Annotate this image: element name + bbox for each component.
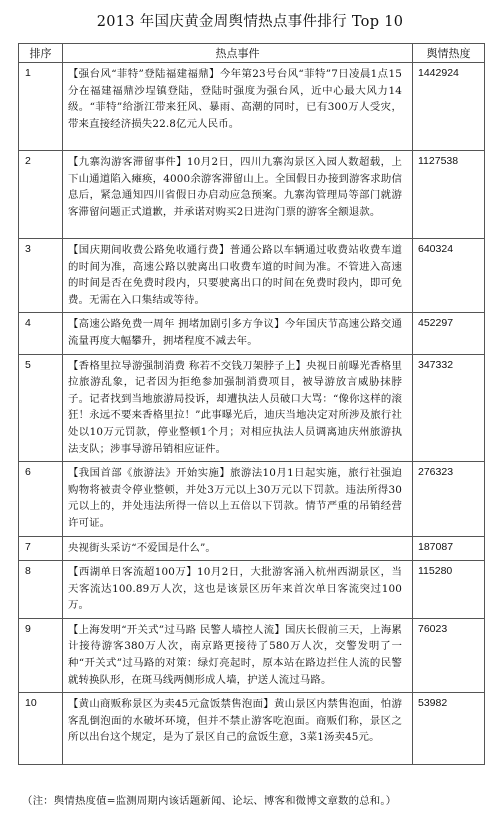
rank-cell: 5	[19, 354, 63, 462]
event-cell: 【黄山商贩称景区为卖45元盒饭禁售泡面】黄山景区内禁售泡面，怕游客乱倒泡面的水破坏环境，但并不禁止游客吃泡面。商贩们称，景区之所以出台这个规定，是为了景区自己的盒饭生意，3菜1汤卖45元。	[63, 693, 413, 765]
heat-cell: 76023	[413, 618, 485, 692]
header-heat: 舆情热度	[413, 44, 485, 63]
table-row	[19, 561, 485, 619]
event-cell: 【香格里拉导游强制消费 称若不交钱刀架脖子上】央视日前曝光香格里拉旅游乱象，记者因为拒绝参加强制消费项目，被导游放言威胁抹脖子。记者找到当地旅游局投诉，却遭执法人员破口大骂：“像你这样的滚狂！永远不要来香格里拉！”此事曝光后，迪庆当地决定对所涉及旅行社处以10万元罚款，停业整顿1个月；对相应执法人员调离迪庆州旅游执法支队；涉事导游吊销相应证件。	[63, 354, 413, 462]
header-rank: 排序	[19, 44, 63, 63]
rank-cell: 2	[19, 151, 63, 239]
ranking-table	[18, 43, 485, 765]
table-row	[19, 313, 485, 354]
heat-cell: 1442924	[413, 63, 485, 151]
heat-cell: 53982	[413, 693, 485, 765]
rank-cell: 6	[19, 462, 63, 536]
event-cell: 【高速公路免费一周年 拥堵加剧引多方争议】今年国庆节高速公路交通流量再度大幅攀升，拥堵程度不减去年。	[63, 313, 413, 354]
heat-cell: 347332	[413, 354, 485, 462]
table-row	[19, 462, 485, 536]
header-event: 热点事件	[63, 44, 413, 63]
event-cell: 【上海发明“开关式”过马路 民警人墙控人流】国庆长假前三天，上海累计接待游客380万人次，南京路更接待了580万人次，交警发明了一种“开关式”过马路的对策：绿灯亮起时，原本站在路边拦住人流的民警就转换队形，在斑马线两侧形成人墙，护送人流过马路。	[63, 618, 413, 692]
table-row	[19, 536, 485, 561]
event-cell: 【西湖单日客流超100万】10月2日，大批游客涌入杭州西湖景区，当天客流达100.89万人次，这也是该景区历年来首次单日客流突过100万。	[63, 561, 413, 619]
event-cell: 【我国首部《旅游法》开始实施】旅游法10月1日起实施，旅行社强迫购物将被责令停业整顿，并处3万元以上30万元以下罚款。违法所得30元以上的，并处违法所得一倍以上五倍以下罚款。情节严重的吊销经营许可证。	[63, 462, 413, 536]
footnote: （注：舆情热度值=监测周期内该话题新闻、论坛、博客和微博文章数的总和。）	[22, 795, 397, 807]
heat-cell: 1127538	[413, 151, 485, 239]
table-row	[19, 693, 485, 765]
event-cell: 【强台风“菲特”登陆福建福鼎】今年第23号台风“菲特”7日凌晨1点15分在福建福鼎沙埕镇登陆，登陆时强度为强台风，近中心最大风力14级。“菲特”给浙江带来狂风、暴雨、高潮的同时，已有300万人受灾，带来直接经济损失22.8亿元人民币。	[63, 63, 413, 151]
heat-cell: 640324	[413, 239, 485, 313]
rank-cell: 4	[19, 313, 63, 354]
rank-cell: 8	[19, 561, 63, 619]
heat-cell: 115280	[413, 561, 485, 619]
heat-cell: 276323	[413, 462, 485, 536]
table-row	[19, 354, 485, 462]
rank-cell: 7	[19, 536, 63, 561]
event-cell: 【国庆期间收费公路免收通行费】普通公路以车辆通过收费站收费车道的时间为准，高速公路以驶离出口收费车道的时间为准。不管进入高速的时间是否在免费时段内，只要驶离出口的时间在免费时段内，即可免费。无需在入口集结或等待。	[63, 239, 413, 313]
table-row	[19, 239, 485, 313]
rank-cell: 3	[19, 239, 63, 313]
heat-cell: 452297	[413, 313, 485, 354]
table-row	[19, 151, 485, 239]
table-row	[19, 618, 485, 692]
event-cell: 央视街头采访“不爱国是什么”。	[63, 536, 413, 561]
page-title: 2013 年国庆黄金周舆情热点事件排行 Top 10	[96, 14, 404, 30]
rank-cell: 9	[19, 618, 63, 692]
table-header-row	[19, 44, 485, 63]
rank-cell: 10	[19, 693, 63, 765]
event-cell: 【九寨沟游客滞留事件】10月2日，四川九寨沟景区入园人数超载，上下山通道陷入瘫痪，4000余游客滞留山上。全国假日办接到游客求助信息后，紧急通知四川省假日办启动应急预案。九寨沟管理局等部门就游客滞留问题正式道歉，并承诺对购买2日进沟门票的游客全额退款。	[63, 151, 413, 239]
rank-cell: 1	[19, 63, 63, 151]
table-row	[19, 63, 485, 151]
heat-cell: 187087	[413, 536, 485, 561]
